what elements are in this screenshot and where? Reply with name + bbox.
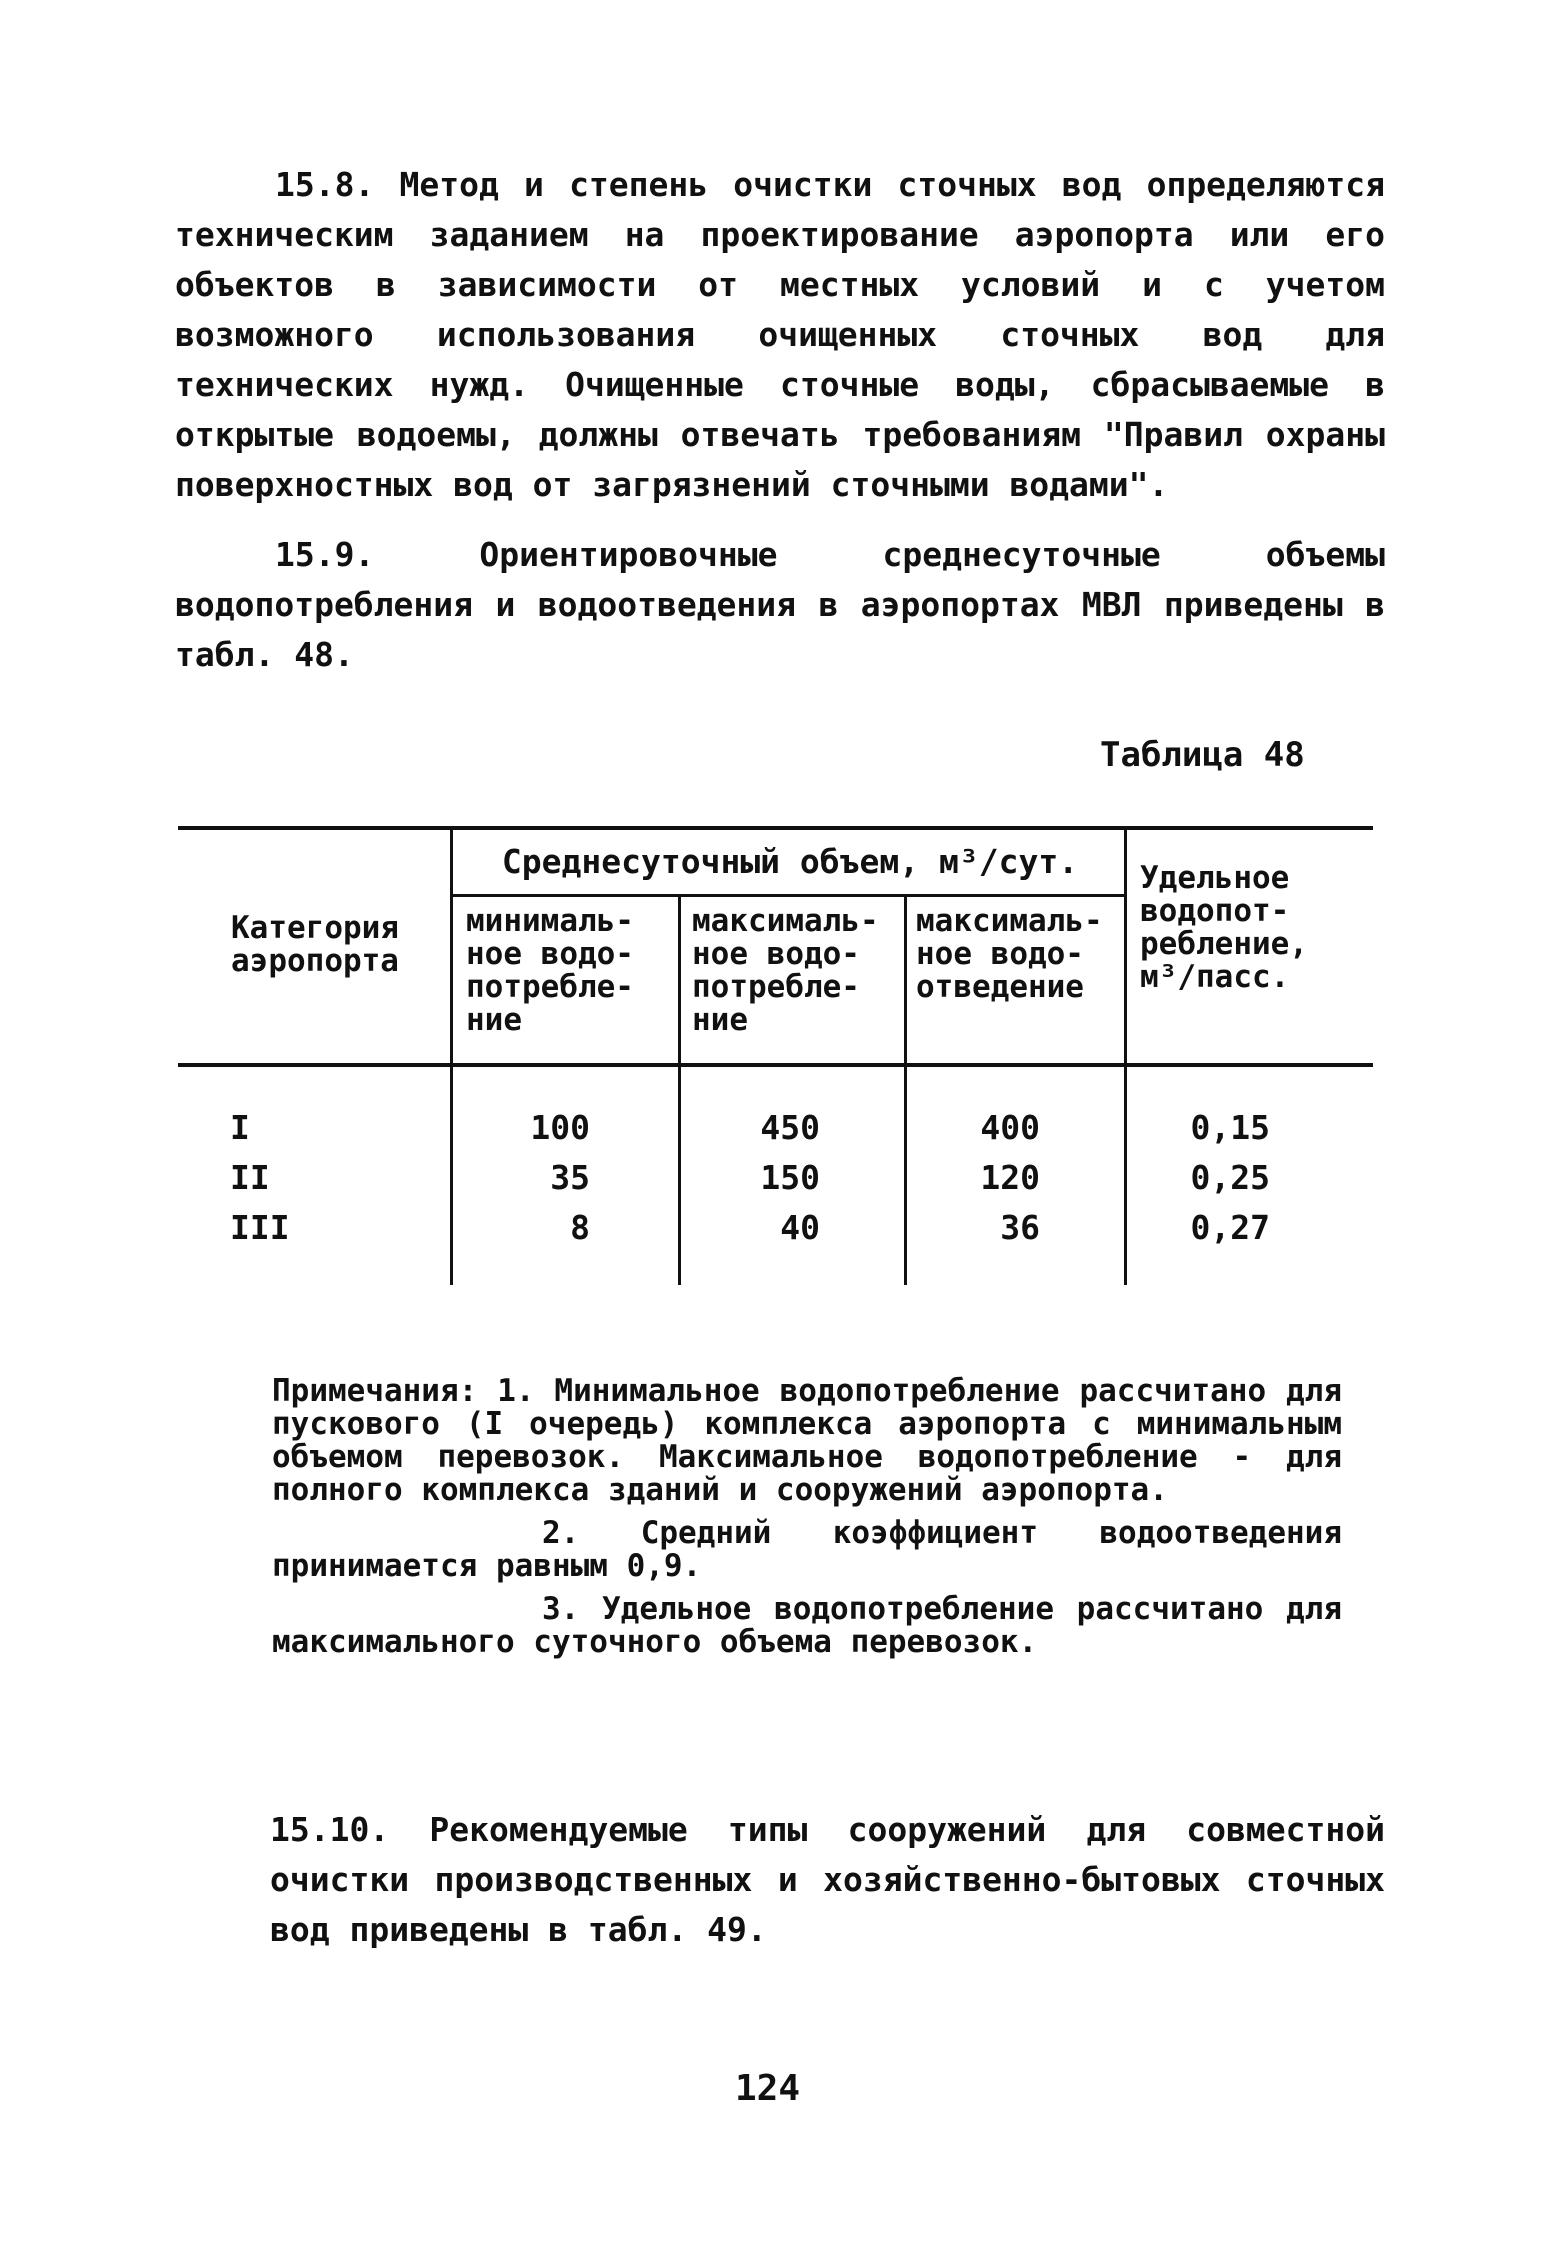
header-max-disposal: максималь- ное водо- отведение (916, 903, 1103, 1005)
header-category: Категория аэропорта (231, 910, 399, 979)
row-2-specific: 0,25 (1190, 1158, 1270, 1197)
table-header-rule (178, 1063, 1373, 1067)
row-3-disposal: 36 (1000, 1208, 1040, 1247)
row-1-specific: 0,15 (1190, 1108, 1270, 1147)
note-1: Примечания: 1. Минимальное водопотребление рассчитано для пускового (I очередь) комплекса аэропорта с минимальным объемом перевозок. Максимальное водопотребление - для полного комплекса зданий и сооружений аэропорта. (272, 1373, 1342, 1508)
row-1-category: I (230, 1108, 250, 1147)
row-3-specific: 0,27 (1190, 1208, 1270, 1247)
row-2-disposal: 120 (980, 1158, 1040, 1197)
header-specific: Удельное водопот- ребление, м³/пасс. (1140, 860, 1308, 995)
row-3-category: III (230, 1208, 290, 1247)
note-3: 3. Удельное водопотребление рассчитано для максимального суточного объема перевозок. (272, 1591, 1342, 1660)
header-group: Среднесуточный объем, м³/сут. (501, 842, 1079, 881)
row-2-max: 150 (760, 1158, 820, 1197)
header-max-consumption: максималь- ное водо- потребле- ние (692, 903, 879, 1038)
table-vrule-2 (678, 896, 681, 1285)
table-vrule-3 (904, 896, 907, 1285)
row-2-min: 35 (550, 1158, 590, 1197)
row-3-min: 8 (570, 1208, 590, 1247)
row-2-category: II (230, 1158, 270, 1197)
table-notes (272, 1375, 1342, 1659)
row-1-max: 450 (760, 1108, 820, 1147)
paragraph-15-10-text: 15.10. Рекомендуемые типы сооружений для совместной очистки производственных и хозяйственно-бытовых сточных вод приведены в табл. 49. (270, 1810, 1385, 1949)
table-vrule-4 (1124, 828, 1127, 1285)
row-3-max: 40 (780, 1208, 820, 1247)
paragraph-15-8 (175, 160, 1385, 510)
header-min-consumption: минималь- ное водо- потребле- ние (466, 903, 634, 1038)
table-vrule-1 (450, 828, 453, 1285)
table-caption: Таблица 48 (1100, 735, 1305, 775)
page-number: 124 (735, 2068, 801, 2109)
paragraph-15-9-text: 15.9. Ориентировочные среднесуточные объемы водопотребления и водоотведения в аэропортах МВЛ приведены в табл. 48. (175, 535, 1385, 674)
paragraph-15-8-text: 15.8. Метод и степень очистки сточных вод определяются техническим заданием на проектирование аэропорта или его объектов в зависимости от местных условий и с учетом возможного использования очищенных сточных вод для технических нужд. Очищенные сточные воды, сбрасываемые в открытые водоемы, должны отвечать требованиям "Правил охраны поверхностных вод от загрязнений сточными водами". (175, 165, 1385, 504)
table-group-rule (452, 894, 1124, 897)
table-top-rule (178, 826, 1373, 830)
paragraph-15-10 (270, 1805, 1385, 1955)
note-2: 2. Средний коэффициент водоотведения принимается равным 0,9. (272, 1515, 1342, 1584)
row-1-min: 100 (530, 1108, 590, 1147)
row-1-disposal: 400 (980, 1108, 1040, 1147)
paragraph-15-9 (175, 530, 1385, 680)
